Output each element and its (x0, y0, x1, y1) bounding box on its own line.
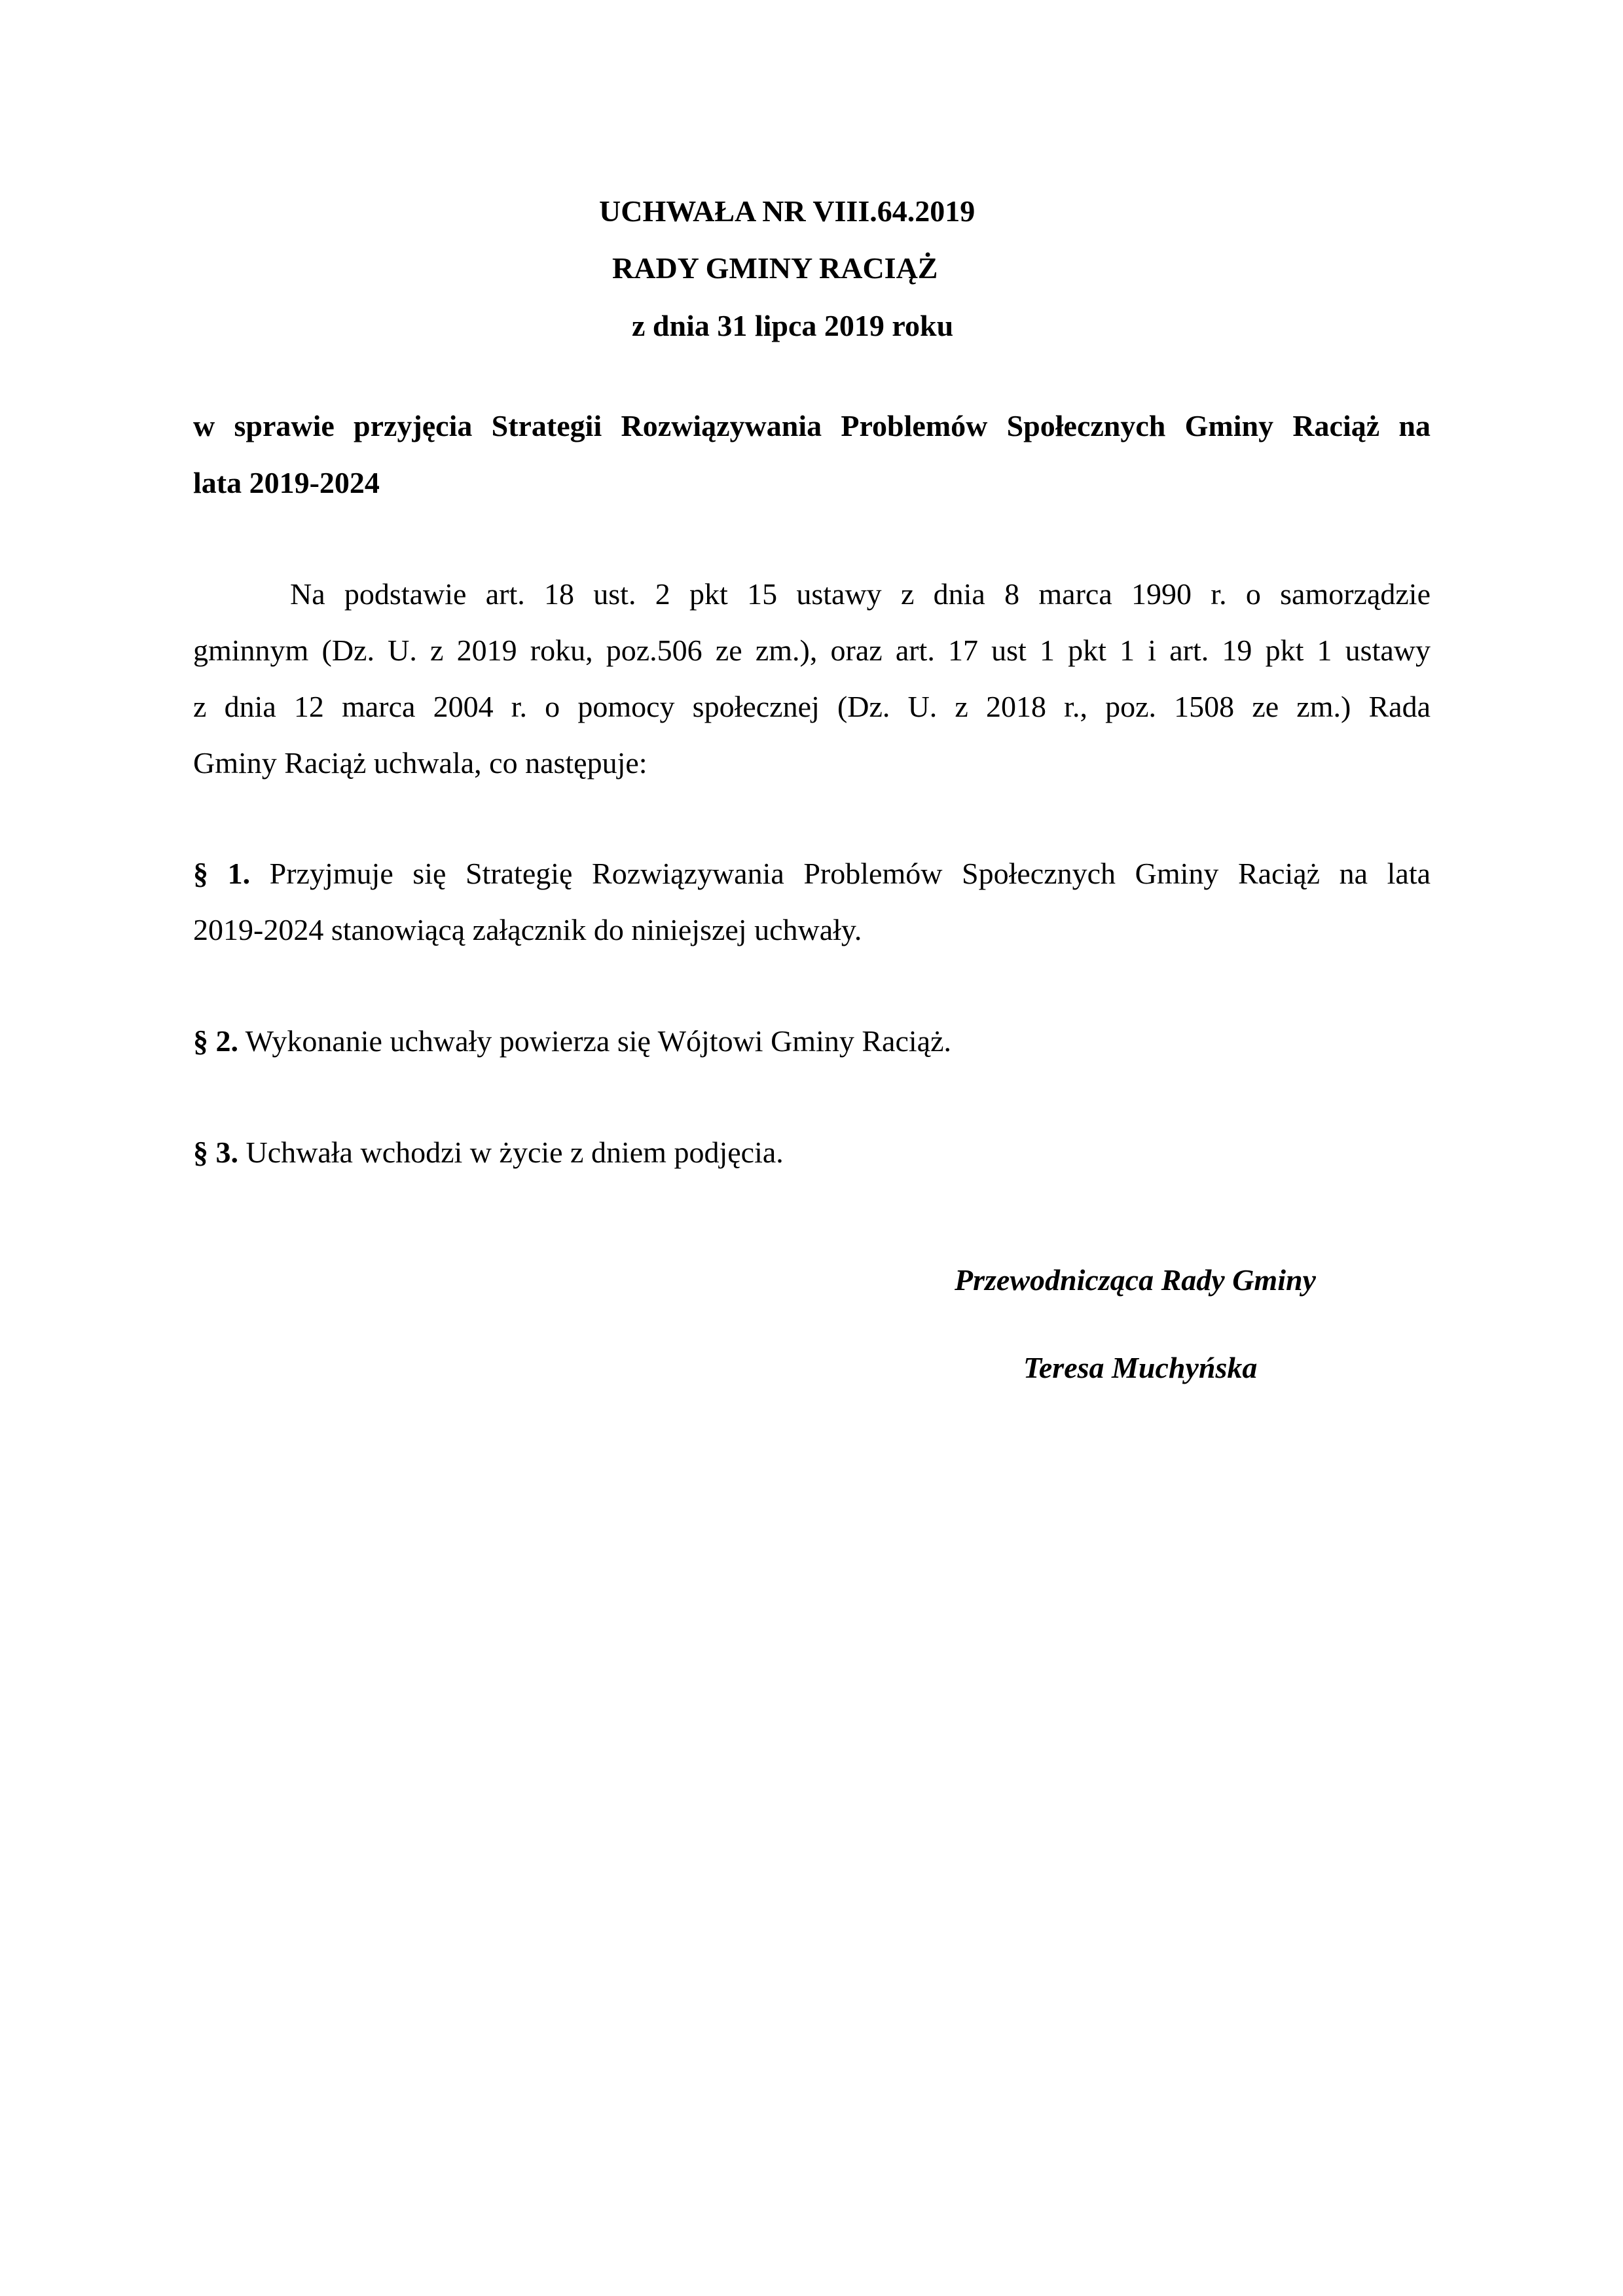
paragraph-3 (193, 1134, 784, 1171)
paragraph-3-number: § 3. (193, 1136, 238, 1169)
signature-name: Teresa Muchyńska (1023, 1351, 1258, 1384)
subject-line-2: lata 2019-2024 (193, 466, 380, 499)
preamble-line-3: z dnia 12 marca 2004 r. o pomocy społecznej (Dz. U. z 2018 r., poz. 1508 ze zm.) Rada (193, 690, 1431, 723)
resolution-issuer: RADY GMINY RACIĄŻ (612, 251, 938, 285)
resolution-title: UCHWAŁA NR VIII.64.2019 (599, 194, 976, 228)
preamble-line-4: Gminy Raciąż uchwala, co następuje: (193, 746, 647, 780)
paragraph-2-number: § 2. (193, 1024, 238, 1058)
paragraph-1-text: Przyjmuje się Strategię Rozwiązywania Problemów Społecznych Gminy Raciąż na lata (269, 857, 1431, 890)
paragraph-1-line-2: 2019-2024 stanowiącą załącznik do niniejszej uchwały. (193, 913, 862, 946)
paragraph-1-line-1 (193, 855, 1431, 892)
signature-role: Przewodnicząca Rady Gminy (955, 1263, 1316, 1297)
paragraph-2 (193, 1023, 951, 1060)
resolution-date: z dnia 31 lipca 2019 roku (632, 309, 954, 342)
preamble-line-1: Na podstawie art. 18 ust. 2 pkt 15 ustawy z dnia 8 marca 1990 r. o samorządzie (290, 577, 1431, 611)
subject-line-1: w sprawie przyjęcia Strategii Rozwiązywania Problemów Społecznych Gminy Raciąż na (193, 409, 1431, 442)
paragraph-1-number: § 1. (193, 857, 251, 890)
preamble-line-2: gminnym (Dz. U. z 2019 roku, poz.506 ze zm.), oraz art. 17 ust 1 pkt 1 i art. 19 pkt 1 ustawy (193, 634, 1431, 667)
paragraph-3-text: Uchwała wchodzi w życie z dniem podjęcia. (246, 1136, 784, 1169)
paragraph-2-text: Wykonanie uchwały powierza się Wójtowi Gminy Raciąż. (245, 1024, 951, 1058)
